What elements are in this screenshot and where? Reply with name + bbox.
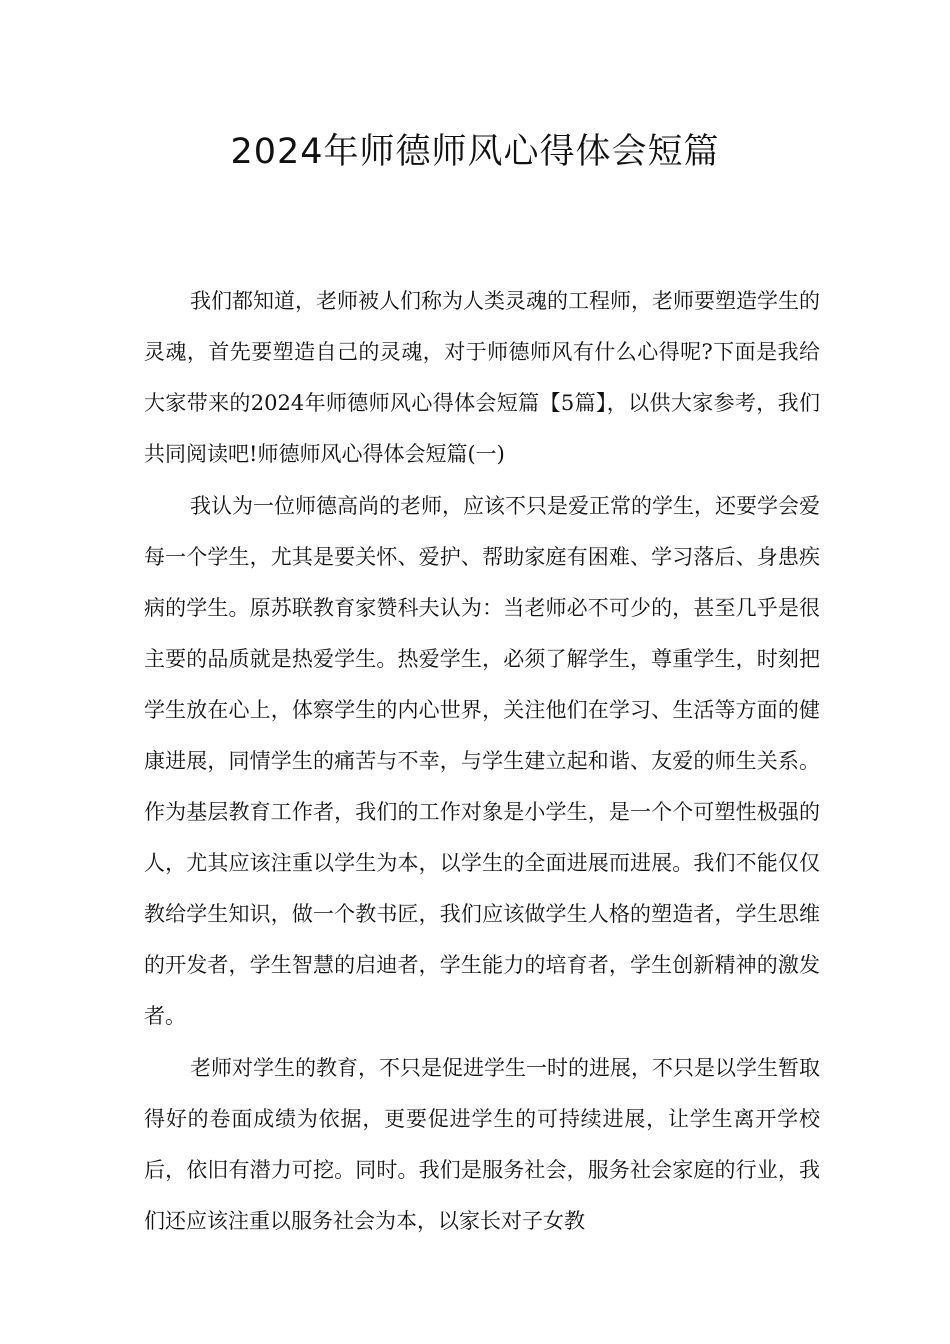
document-body bbox=[144, 276, 820, 1248]
paragraph-2: 我认为一位师德高尚的老师，应该不只是爱正常的学生，还要学会爱每一个学生，尤其是要关怀、爱护、帮助家庭有困难、学习落后、身患疾病的学生。原苏联教育家赞科夫认为：当老师必不可少的，甚至几乎是很主要的品质就是热爱学生。热爱学生，必须了解学生，尊重学生，时刻把学生放在心上，体察学生的内心世界，关注他们在学习、生活等方面的健康进展，同情学生的痛苦与不幸，与学生建立起和谐、友爱的师生关系。作为基层教育工作者，我们的工作对象是小学生，是一个个可塑性极强的人，尤其应该注重以学生为本，以学生的全面进展而进展。我们不能仅仅教给学生知识，做一个教书匠，我们应该做学生人格的塑造者，学生思维的开发者，学生智慧的启迪者，学生能力的培育者，学生创新精神的激发者。 bbox=[144, 494, 820, 1028]
paragraph-1: 我们都知道，老师被人们称为人类灵魂的工程师，老师要塑造学生的灵魂，首先要塑造自己的灵魂，对于师德师风有什么心得呢?下面是我给大家带来的2024年师德师风心得体会短篇【5篇】，以供大家参考，我们共同阅读吧!师德师风心得体会短篇(一) bbox=[144, 289, 820, 466]
document-title: 2024年师德师风心得体会短篇 bbox=[230, 132, 720, 172]
paragraph-3: 老师对学生的教育，不只是促进学生一时的进展，不只是以学生暂取得好的卷面成绩为依据，更要促进学生的可持续进展，让学生离开学校后，依旧有潜力可挖。同时。我们是服务社会，服务社会家庭的行业，我们还应该注重以服务社会为本，以家长对子女教 bbox=[144, 1056, 820, 1233]
